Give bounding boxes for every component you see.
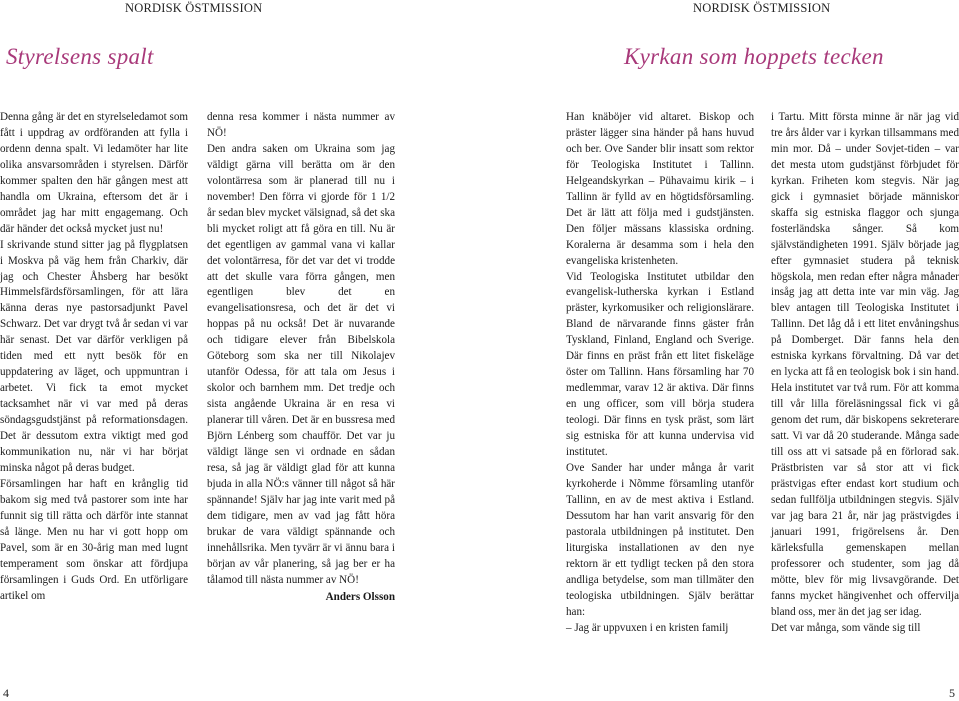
- text-column-3: [566, 110, 754, 636]
- paragraph: Församlingen har haft en krånglig tid bakom sig med två pastorer som inte har funnit sig till rätta och därför inte stannat så länge. Men nu har vi gott hopp om Pavel, som är en 30-årig man med lugnt temperament som önskar att fördjupa församlingen i Guds Ord. En utförligare artikel om: [0, 477, 188, 602]
- paragraph: Ove Sander har under många år varit kyrkoherde i Nõmme församling utanför Tallinn, en av de mest aktiva i Estland. Dessutom har han varit ansvarig för den pastorala utbildningen på institutet. Den liturgiska installationen av den nye rektorn är ett tydligt tecken på den stora andliga betydelse, som man tillmäter den teologiska utbildningen. Själv berättar han:: [566, 461, 754, 618]
- column-title-styrelsens-spalt: Styrelsens spalt: [6, 44, 154, 69]
- paragraph: denna resa kommer i nästa nummer av NÖ!: [207, 111, 395, 139]
- paragraph: – Jag är uppvuxen i en kristen familj: [566, 621, 729, 634]
- running-header-left: NORDISK ÖSTMISSION: [125, 1, 263, 15]
- paragraph: Vid Teologiska Institutet utbildar den evangelisk-lutherska kyrkan i Estland präster, kyrkomusiker och religionslärare. Bland de närvarande finns gäster från Tyskland, Finland, England och Sverige. Där finns en präst från ett litet fiskeläge öster om Tallinn. Hans församling har 70 medlemmar, varav 12 är aktiva. Där finns en ung officer, som vill börja studera teologi. Där finns en tysk präst, som lärt sig estniska för att kunna undervisa vid institutet.: [566, 270, 754, 459]
- paragraph: I skrivande stund sitter jag på flygplatsen i Moskva på väg hem från Charkiv, där jag och Chester Åhsberg har besökt Himmelsfärdsförsamlingen, för att lära känna deras nye pastorsadjunkt Pavel Schwarz. Det var drygt två år sedan vi var här senast. Det var därför verkligen på tiden med ett nytt besök för en uppdatering av läget, och uppmuntran i arbetet. Vi fick ta emot mycket tacksamhet när vi var med på deras söndagsgudstjänst på reformationsdagen. Det är dessutom extra viktigt med god kommunikation nu, när vi har börjat minska något på deras budget.: [0, 238, 188, 474]
- text-column-1: [0, 110, 188, 605]
- paragraph: Den andra saken om Ukraina som jag väldigt gärna vill berätta om är den volontärresa som är planerad till nu i november! Den förra vi gjorde för 1 1/2 år sedan blev mycket välsignad, så det ska bli mycket roligt att få göra en till. Nu är det egentligen av gammal vana vi kallar det volontärresa, för det var det vi trodde att det skulle vara förra gången, men egentligen blev det en evangelisationsresa, och det är det vi hoppas på nu också! Det är nuvarande och tidigare elever från Bibelskola Göteborg som ska ner till Nikolajev utanför Odessa, för att tala om Jesus i skolor och barnhem mm. Det tredje och sista angående Ukraina är en resa vi planerar till våren. Det är en bussresa med Björn Lénberg som chaufför. Det var ju väldigt länge sen vi ordnade en sådan resa, så jag är väldigt glad för att kunna bjuda in alla NÖ:s vänner till något så här spännande! Själv har jag inte varit med på dem tidigare, men av vad jag fått höra brukar de vara väldigt spännande och innehållsrika. Men tyvärr är vi ännu bara i början av vår planering, så jag ber er ha tålamod till nästa nummer av NÖ!: [207, 142, 395, 586]
- page-number-left: 4: [3, 686, 9, 700]
- paragraph: i Tartu. Mitt första minne är när jag vid tre års ålder var i kyrkan tillsammans med min mor. Då – under Sovjet-tiden – var det mesta utom gudstjänst förbjudet för kyrkan. Friheten kom stegvis. När jag gick i gymnasiet började människor skaffa sig estniska flaggor och sjunga fosterländska sånger. Så kom självständigheten 1991. Själv började jag efter gymnasiet studera på teknisk högskola, men redan efter några månader insåg jag att detta inte var min väg. Jag blev antagen till Teologiska Institutet i Tallinn. Det låg då i ett litet envåningshus på Domberget. Där fanns hela den estniska kyrkans förvaltning. Då var det en lycka att få en teologisk bok i sin hand. Hela institutet var två rum. För att komma till vår lilla föreläsningssal fick vi gå genom det rum, där biskopens sekreterare satt. Vi var då 20 studerande. Många sade till oss att vi satsade på en förlorad sak. Prästbristen var så stor att vi fick prästvigas efter endast kort studium och sedan fullfölja utbildningen stegvis. Själv var jag bara 21 år, när jag prästvigdes i januari 1991, frigörelsens år. Den kärleksfulla gemenskapen mellan professorer och studenter, som jag då mötte, blev för mig livsavgörande. Det fanns mycket hängivenhet och offervilja bland oss, mer än det jag ser idag.: [771, 111, 959, 618]
- text-column-2: [207, 110, 395, 606]
- author-signature: Anders Olsson: [325, 590, 395, 603]
- article-title-kyrkan: Kyrkan som hoppets tecken: [624, 44, 884, 69]
- paragraph: Denna gång är det en styrelseledamot som fått i uppdrag av ordföranden att fylla i ordenn denna spalt. Vi ledamöter har lite olika ansvarsområden i styrelsen. Därför kommer spalten den här gången mest att handla om Ukraina, eftersom det är i området jag har mitt engagemang. Och där händer det också mycket just nu!: [0, 111, 188, 235]
- page-number-right: 5: [949, 686, 955, 700]
- text-column-4: [771, 110, 959, 636]
- paragraph: Det var många, som vände sig till: [771, 621, 921, 634]
- paragraph: Han knäböjer vid altaret. Biskop och präster lägger sina händer på hans huvud och ber. Ove Sander blir insatt som rektor för Teologiska Institutet i Tallinn. Helgeandskyrkan – Pühavaimu kirik – i Tallinn är fylld av en högtidsförsamling. Det är lätt att följa med i gudstjänsten. Den följer mässans klassiska ordning. Koralerna är desamma som i hela den evangeliska kristenheten.: [566, 111, 754, 267]
- running-header-right: NORDISK ÖSTMISSION: [693, 1, 831, 15]
